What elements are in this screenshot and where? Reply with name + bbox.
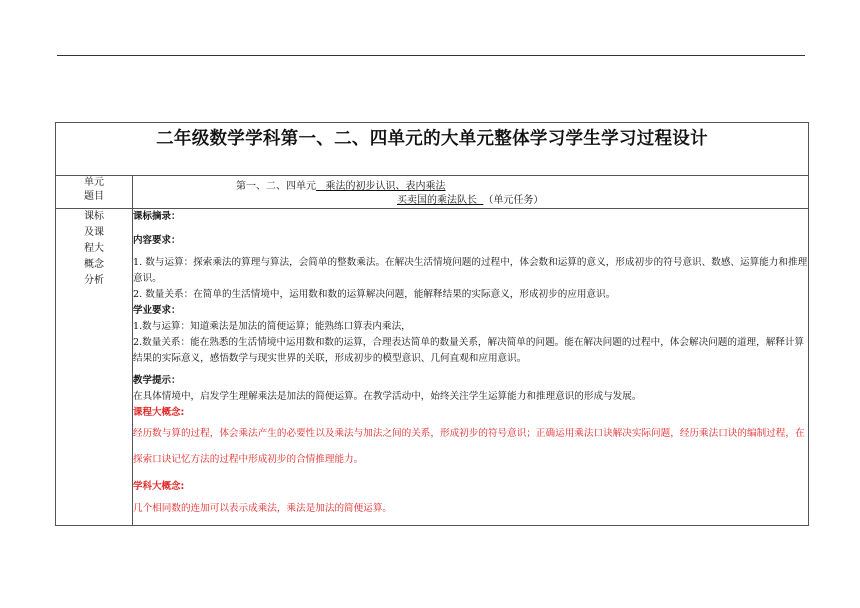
academic-item: 1.数与运算：知道乘法是加法的简便运算；能熟练口算表内乘法， [133, 321, 411, 332]
content-requirements-heading: 内容要求： [133, 235, 181, 246]
subject-concept-heading: 学科大概念: [133, 481, 185, 492]
unit-title-content [133, 176, 809, 209]
teaching-tips-heading: 教学提示： [133, 375, 181, 386]
unit-topic-line [236, 180, 446, 194]
document-title: 二年级数学学科第一、二、四单元的大单元整体学习学生学习过程设计 [156, 129, 708, 149]
analysis-label-line: 分析 [84, 275, 104, 286]
analysis-label-line: 程大 [84, 243, 104, 254]
course-concept: 经历数与算的过程，体会乘法产生的必要性以及乘法与加法之间的关系，形成初步的符号意识；正确运用乘法口诀解决实际问题，经历乘法口诀的编制过程，在探索口诀记忆方法的过程中形成初步的合情推理能力。 [133, 428, 805, 465]
analysis-label-line: 概念 [84, 259, 104, 270]
content-item: 1. 数与运算：探索乘法的算理与算法，会简单的整数乘法。在解决生活情境问题的过程中，体会数和运算的意义，形成初步的符号意识、数感、运算能力和推理意识。 [133, 257, 808, 284]
unit-task-suffix: （单元任务） [483, 195, 544, 206]
unit-label-line: 单元 [84, 177, 104, 188]
unit-label-line: 题目 [84, 191, 104, 202]
content-item: 2. 数量关系：在简单的生活情境中，运用数和数的运算解决问题，能解释结果的实际意义，形成初步的应用意识。 [133, 289, 616, 300]
analysis-label-line: 及课 [84, 227, 104, 238]
unit-prefix: 第一、二、四单元 [236, 181, 316, 192]
unit-row [56, 176, 809, 209]
design-table [55, 122, 809, 526]
academic-item: 2.数量关系：能在熟悉的生活情境中运用数和数的运算，合理表达简单的数量关系，解决简单的问题。能在解决问题的过程中，体会解决问题的道理，解释计算结果的实际意义，感悟数学与现实世界的关联，形成初步的模型意识、几何直观和应用意识。 [133, 337, 805, 364]
analysis-content [133, 209, 809, 526]
curriculum-excerpt-heading: 课标摘录： [133, 211, 181, 222]
analysis-label-line: 课标 [84, 211, 104, 222]
unit-topic: 乘法的初步认识、表内乘法 [325, 181, 446, 192]
teaching-tips: 在具体情境中，启发学生理解乘法是加法的简便运算。在教学活动中，始终关注学生运算能力和推理意识的形成与发展。 [133, 391, 642, 402]
academic-requirements-heading: 学业要求： [133, 305, 181, 316]
unit-task-name: 买卖国的乘法队长 [397, 195, 477, 206]
title-cell [56, 123, 809, 176]
analysis-row [56, 209, 809, 526]
unit-task-line [397, 194, 543, 208]
course-concept-heading: 课程大概念: [133, 407, 185, 418]
header-rule [57, 55, 805, 56]
analysis-label [56, 209, 133, 526]
title-row [56, 123, 809, 176]
unit-title-label [56, 176, 133, 209]
subject-concept: 几个相同数的连加可以表示成乘法，乘法是加法的简便运算。 [133, 503, 393, 514]
